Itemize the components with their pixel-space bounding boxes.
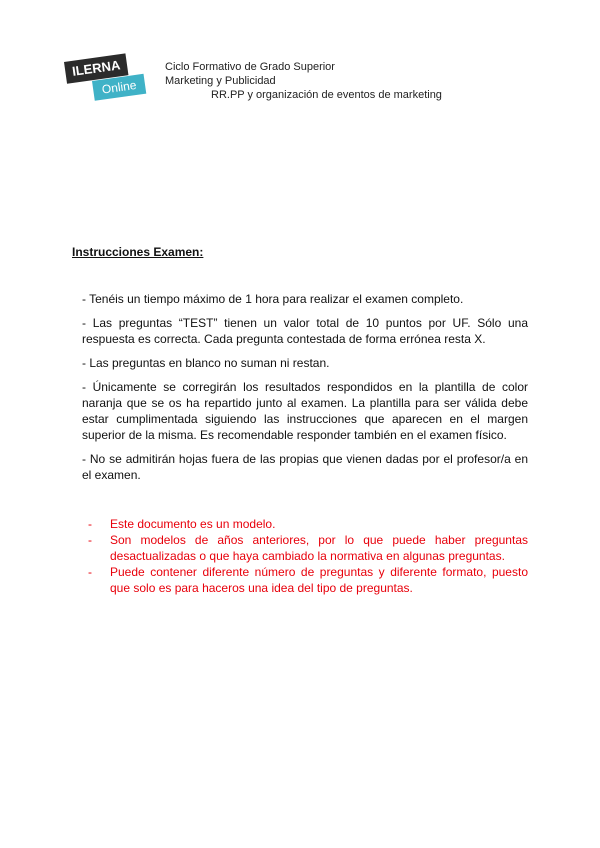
note-item (88, 564, 528, 596)
header-line-course: Ciclo Formativo de Grado Superior (165, 61, 335, 73)
document-header (165, 60, 442, 102)
instruction-item: - Tenéis un tiempo máximo de 1 hora para realizar el examen completo. (82, 292, 464, 306)
disclaimer-notes (88, 516, 528, 596)
header-line-program: Marketing y Publicidad (165, 75, 276, 87)
note-bullet: - (88, 565, 92, 579)
note-bullet: - (88, 533, 92, 547)
instructions-title: Instrucciones Examen: (72, 245, 204, 259)
logo-text-ilerna: ILERNA (64, 53, 128, 83)
ilerna-logo (64, 57, 144, 102)
header-line-module: RR.PP y organización de eventos de marketing (211, 89, 442, 101)
instruction-item: - No se admitirán hojas fuera de las propias que vienen dadas por el profesor/a en el examen. (82, 452, 528, 482)
note-text: Puede contener diferente número de preguntas y diferente formato, puesto que solo es para haceros una idea del tipo de preguntas. (110, 565, 528, 595)
instruction-item: - Las preguntas en blanco no suman ni restan. (82, 356, 330, 370)
note-text: Son modelos de años anteriores, por lo que puede haber preguntas desactualizadas o que haya cambiado la normativa en algunas preguntas. (110, 533, 528, 563)
note-bullet: - (88, 517, 92, 531)
instruction-item: - Las preguntas “TEST” tienen un valor total de 10 puntos por UF. Sólo una respuesta es correcta. Cada pregunta contestada de forma errónea resta X. (82, 316, 528, 346)
instructions-list (82, 291, 528, 491)
logo-text-online: Online (92, 74, 146, 101)
note-text: Este documento es un modelo. (110, 517, 276, 531)
note-item (88, 516, 528, 532)
instruction-item: - Únicamente se corregirán los resultados respondidos en la plantilla de color naranja que se os ha repartido junto al examen. La plantilla para ser válida debe estar cumplimentada siguiendo las instrucciones que aparecen en el margen superior de la misma. Es recomendable responder también en el examen físico. (82, 380, 528, 442)
note-item (88, 532, 528, 564)
